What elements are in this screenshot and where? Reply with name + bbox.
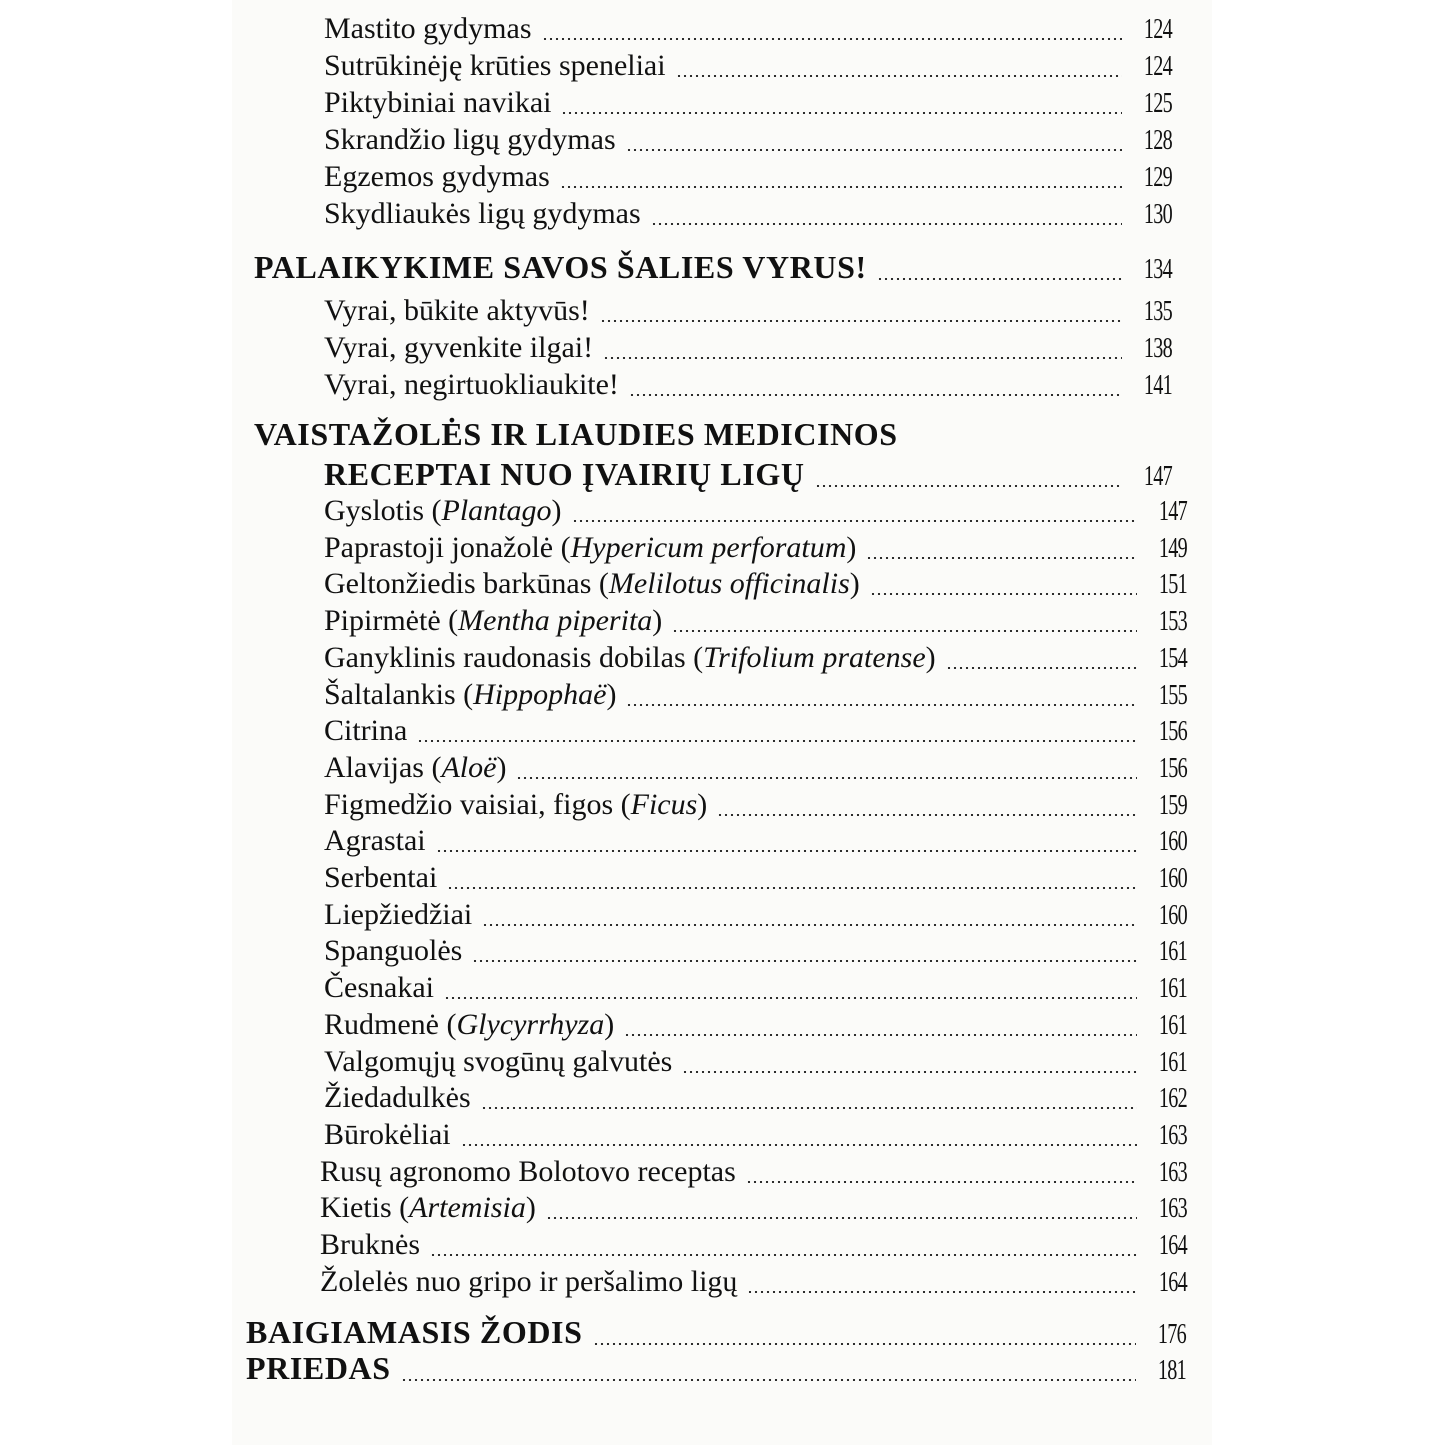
toc-entry-latin-name: Hypericum perforatum <box>570 530 847 564</box>
dot-leader <box>672 630 1137 632</box>
toc-section-title-line1: VAISTAŽOLĖS IR LIAUDIES MEDICINOS <box>254 416 898 452</box>
table-of-contents <box>232 0 1212 1445</box>
toc-entry-name: Ganyklinis raudonasis dobilas ( <box>324 640 704 674</box>
toc-entry-title: Sutrūkinėję krūties speneliai <box>324 49 666 82</box>
toc-page-number: 154 <box>1158 642 1187 674</box>
toc-entry-title <box>324 567 860 601</box>
toc-page-number: 134 <box>1143 254 1172 285</box>
toc-entry-latin-name: Trifolium pratense <box>703 640 926 674</box>
dot-leader <box>430 1254 1137 1256</box>
toc-page-number: 162 <box>1158 1083 1187 1115</box>
toc-page-number: 138 <box>1143 333 1172 364</box>
toc-entry-name: Žolelės nuo gripo ir peršalimo ligų <box>320 1264 738 1298</box>
toc-entry <box>324 123 1172 157</box>
dot-leader <box>482 924 1137 926</box>
toc-page-number: 135 <box>1143 296 1172 327</box>
toc-entry-paren: ) <box>606 677 617 711</box>
toc-entry-title <box>324 714 407 748</box>
toc-entry-title <box>324 604 662 638</box>
toc-page-number: 147 <box>1143 461 1172 492</box>
toc-entry-paren: ) <box>849 567 860 601</box>
toc-entry <box>324 714 1187 748</box>
toc-section <box>254 249 1172 286</box>
dot-leader <box>472 960 1137 962</box>
toc-page-number: 161 <box>1158 1009 1187 1041</box>
toc-page-number: 163 <box>1158 1119 1187 1151</box>
toc-page-number: 156 <box>1158 752 1187 784</box>
dot-leader <box>436 850 1137 852</box>
toc-entry-paren: ) <box>604 1007 615 1041</box>
toc-entry-name: Agrastai <box>324 824 426 858</box>
toc-entry-paren: ) <box>551 494 562 527</box>
toc-section <box>324 456 1172 493</box>
toc-entry <box>324 12 1172 46</box>
toc-page-number: 151 <box>1158 569 1187 601</box>
dot-leader <box>417 740 1137 742</box>
dot-leader <box>866 557 1137 559</box>
toc-entry <box>324 531 1187 565</box>
toc-section-title: BAIGIAMASIS ŽODIS <box>246 1314 583 1350</box>
dot-leader <box>815 485 1122 487</box>
toc-entry <box>324 751 1187 785</box>
toc-page-number: 149 <box>1158 532 1187 564</box>
book-page <box>232 0 1212 1445</box>
toc-entry-latin-name: Artemisia <box>409 1191 526 1225</box>
toc-entry-title <box>324 641 936 675</box>
dot-leader <box>572 520 1137 522</box>
toc-page-number: 164 <box>1158 1266 1187 1298</box>
dot-leader <box>626 149 1122 151</box>
toc-entry-name: Kietis ( <box>320 1191 410 1225</box>
toc-entry-title: Skydliaukės ligų gydymas <box>324 197 641 230</box>
dot-leader <box>877 278 1122 280</box>
toc-entry-name: Valgomųjų svogūnų galvutės <box>324 1044 673 1078</box>
toc-entry-latin-name: Mentha piperita <box>458 604 653 638</box>
toc-entry-title <box>320 1191 536 1225</box>
toc-entry <box>324 898 1187 932</box>
toc-entry-name: Žiedadulkės <box>324 1081 471 1115</box>
toc-entry <box>324 1008 1187 1042</box>
toc-page-number: 130 <box>1143 199 1172 230</box>
toc-section <box>246 1350 1186 1387</box>
toc-entry-title <box>324 788 707 822</box>
toc-entry-title <box>324 824 426 858</box>
toc-entry-title <box>324 898 472 932</box>
toc-page-number: 163 <box>1158 1156 1187 1188</box>
toc-entry-title <box>324 861 437 895</box>
toc-entry <box>324 197 1172 231</box>
toc-entry <box>324 49 1172 83</box>
toc-entry-name: Būrokėliai <box>324 1117 451 1151</box>
toc-entry <box>324 678 1187 712</box>
toc-page-number: 163 <box>1158 1193 1187 1225</box>
toc-entry-name: Paprastoji jonažolė ( <box>324 530 571 564</box>
toc-entry <box>324 567 1187 601</box>
toc-entry-title <box>324 1118 451 1152</box>
toc-entry-title <box>324 1008 614 1042</box>
toc-entry-title <box>320 1228 420 1262</box>
toc-entry-title <box>324 934 462 968</box>
toc-entry-name: Rusų agronomo Bolotovo receptas <box>320 1154 736 1188</box>
toc-page-number: 125 <box>1143 88 1172 119</box>
toc-entry <box>320 1155 1187 1189</box>
toc-entry <box>324 861 1187 895</box>
dot-leader <box>444 997 1137 999</box>
toc-entry-title <box>324 678 616 712</box>
dot-leader <box>560 186 1122 188</box>
dot-leader <box>516 777 1137 779</box>
toc-entry-paren: ) <box>925 640 936 674</box>
toc-page-number: 124 <box>1143 14 1172 45</box>
dot-leader <box>746 1181 1137 1183</box>
toc-entry-name: Figmedžio vaisiai, figos ( <box>324 787 631 821</box>
dot-leader <box>629 394 1122 396</box>
toc-entry-title: Skrandžio ligų gydymas <box>324 123 616 156</box>
dot-leader <box>682 1071 1137 1073</box>
dot-leader <box>626 704 1137 706</box>
toc-section <box>246 1314 1186 1351</box>
toc-entry <box>324 824 1187 858</box>
toc-entry-title: Mastito gydymas <box>324 12 532 45</box>
toc-entry-latin-name: Ficus <box>630 787 698 821</box>
toc-entry <box>320 1265 1187 1299</box>
toc-entry-name: Bruknės <box>320 1228 420 1261</box>
toc-page-number: 181 <box>1157 1355 1186 1386</box>
toc-entry-name: Citrina <box>324 714 408 748</box>
toc-entry-latin-name: Glycyrrhyza <box>456 1007 605 1041</box>
toc-entry-latin-name: Hippophaë <box>473 677 607 711</box>
toc-entry <box>324 160 1172 194</box>
toc-entry-latin-name: Aloë <box>441 750 497 784</box>
toc-entry <box>324 934 1187 968</box>
toc-entry-name: Pipirmėtė ( <box>324 604 459 638</box>
toc-page-number: 164 <box>1158 1230 1187 1261</box>
dot-leader <box>747 1291 1137 1293</box>
toc-entry-name: Spanguolės <box>324 934 463 968</box>
toc-page-number: 129 <box>1143 162 1172 193</box>
dot-leader <box>461 1144 1137 1146</box>
toc-page-number: 161 <box>1158 1046 1187 1078</box>
toc-entry <box>324 1045 1187 1079</box>
toc-entry-name: Liepžiedžiai <box>324 897 473 931</box>
toc-entry <box>324 788 1187 822</box>
dot-leader <box>676 75 1122 77</box>
toc-page-number: 161 <box>1158 973 1187 1005</box>
toc-page-number: 128 <box>1143 125 1172 156</box>
dot-leader <box>401 1379 1136 1381</box>
dot-leader <box>447 887 1137 889</box>
toc-entry-paren: ) <box>697 787 708 821</box>
toc-entry-title <box>320 1155 736 1189</box>
dot-leader <box>542 38 1123 40</box>
toc-entry-title: Piktybiniai navikai <box>324 86 552 119</box>
dot-leader <box>546 1217 1137 1219</box>
toc-entry-name: Česnakai <box>324 971 434 1005</box>
toc-entry <box>324 86 1172 120</box>
toc-entry-name: Gyslotis ( <box>324 494 442 527</box>
toc-entry-title: Vyrai, negirtuokliaukite! <box>324 368 619 401</box>
toc-page-number: 124 <box>1143 51 1172 82</box>
toc-entry <box>320 1191 1187 1225</box>
toc-entry-name: Rudmenė ( <box>324 1007 457 1041</box>
dot-leader <box>651 223 1122 225</box>
toc-section-title-line2: RECEPTAI NUO ĮVAIRIŲ LIGŲ <box>324 456 805 492</box>
toc-page-number: 155 <box>1158 679 1187 711</box>
toc-entry <box>324 1081 1187 1115</box>
toc-entry-title: Vyrai, būkite aktyvūs! <box>324 294 590 327</box>
toc-entry-name: Šaltalankis ( <box>324 677 474 711</box>
dot-leader <box>870 593 1137 595</box>
toc-entry-title <box>324 531 856 565</box>
dot-leader <box>717 814 1137 816</box>
toc-section-title: PRIEDAS <box>246 1350 391 1386</box>
toc-entry-name: Serbentai <box>324 861 438 894</box>
toc-entry <box>324 368 1172 402</box>
toc-entry-name: Geltonžiedis barkūnas ( <box>324 567 609 601</box>
toc-entry-paren: ) <box>846 530 857 564</box>
toc-entry <box>324 1118 1187 1152</box>
toc-entry-title <box>324 1081 471 1115</box>
toc-page-number: 159 <box>1158 789 1187 821</box>
toc-entry <box>324 641 1187 675</box>
toc-entry-title <box>324 1045 672 1079</box>
toc-page-number: 141 <box>1143 370 1172 401</box>
dot-leader <box>593 1343 1136 1345</box>
toc-page-number: 160 <box>1158 899 1187 931</box>
toc-entry <box>324 604 1187 638</box>
toc-entry-title: Egzemos gydymas <box>324 160 550 193</box>
toc-entry-paren: ) <box>652 604 663 638</box>
toc-entry <box>324 331 1172 365</box>
toc-section-title: PALAIKYKIME SAVOS ŠALIES VYRUS! <box>254 249 867 285</box>
toc-entry-title <box>320 1265 737 1299</box>
toc-entry <box>324 971 1187 1005</box>
dot-leader <box>946 667 1137 669</box>
toc-entry-paren: ) <box>525 1191 536 1225</box>
toc-entry-name: Alavijas ( <box>324 750 442 784</box>
toc-entry-paren: ) <box>496 750 507 784</box>
dot-leader <box>600 320 1122 322</box>
toc-entry-title <box>324 971 434 1005</box>
dot-leader <box>603 357 1122 359</box>
dot-leader <box>624 1034 1137 1036</box>
toc-page-number: 153 <box>1158 606 1187 638</box>
toc-page-number: 176 <box>1157 1319 1186 1350</box>
toc-entry <box>320 1228 1187 1262</box>
toc-entry <box>324 494 1187 528</box>
toc-page-number: 161 <box>1158 936 1187 968</box>
dot-leader <box>561 112 1122 114</box>
dot-leader <box>481 1107 1137 1109</box>
toc-page-number: 147 <box>1158 496 1187 527</box>
toc-page-number: 160 <box>1158 826 1187 858</box>
toc-page-number: 156 <box>1158 716 1187 748</box>
toc-entry-latin-name: Plantago <box>441 494 552 527</box>
toc-entry-title <box>324 494 562 528</box>
toc-entry-latin-name: Melilotus officinalis <box>608 567 850 601</box>
toc-entry-title: Vyrai, gyvenkite ilgai! <box>324 331 594 364</box>
toc-entry <box>324 294 1172 328</box>
toc-page-number: 160 <box>1158 863 1187 894</box>
toc-entry-title <box>324 751 506 785</box>
